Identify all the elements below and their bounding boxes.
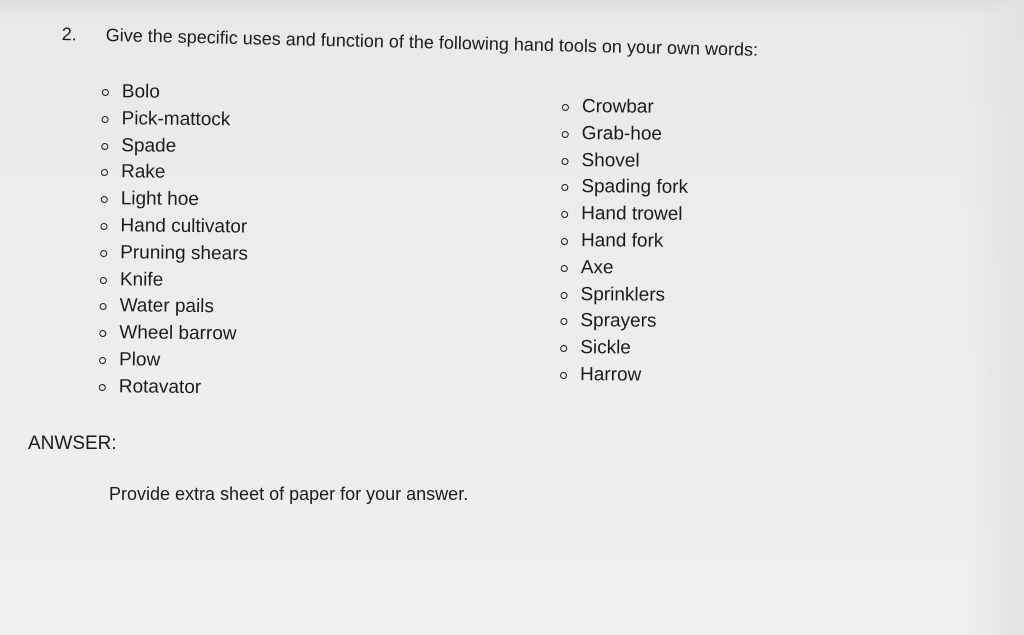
tool-list-item bbox=[561, 255, 688, 283]
tool-name: Pruning shears bbox=[120, 241, 249, 265]
tool-name: Hand trowel bbox=[581, 203, 683, 226]
tool-name: Grab-hoe bbox=[581, 122, 663, 145]
tool-name: Wheel barrow bbox=[119, 322, 237, 345]
tool-name: Crowbar bbox=[581, 96, 654, 118]
bullet-icon bbox=[560, 345, 567, 352]
tool-name: Water pails bbox=[119, 295, 215, 318]
bullet-icon bbox=[100, 277, 107, 284]
tool-list-item bbox=[99, 320, 247, 348]
bullet-icon bbox=[100, 303, 107, 310]
bullet-icon bbox=[562, 131, 569, 138]
bullet-icon bbox=[102, 89, 109, 96]
tool-name: Sickle bbox=[580, 337, 631, 359]
bullet-icon bbox=[562, 158, 569, 165]
tool-name: Bolo bbox=[121, 81, 161, 103]
tool-list-item bbox=[561, 174, 688, 202]
tool-name: Light hoe bbox=[120, 188, 200, 211]
paper-top-shadow bbox=[0, 0, 1024, 14]
tool-name: Rake bbox=[120, 161, 166, 184]
bullet-icon bbox=[101, 196, 108, 203]
tool-name: Axe bbox=[580, 256, 614, 279]
question-text: Give the specific uses and function of the following hand tools on your own words: bbox=[105, 24, 759, 60]
bullet-icon bbox=[560, 318, 567, 325]
tool-list-right bbox=[560, 94, 689, 390]
extra-sheet-note: Provide extra sheet of paper for your answer. bbox=[109, 484, 469, 504]
tool-list-item bbox=[561, 228, 688, 256]
bullet-icon bbox=[100, 250, 107, 257]
tool-name: Sprinklers bbox=[580, 283, 666, 306]
tool-list-item bbox=[100, 213, 248, 241]
tool-name: Hand fork bbox=[580, 230, 664, 252]
tool-list-item bbox=[101, 186, 249, 214]
tool-list-item bbox=[100, 240, 248, 268]
tool-name: Sprayers bbox=[580, 310, 657, 333]
bullet-icon bbox=[561, 292, 568, 299]
tool-name: Harrow bbox=[579, 364, 642, 386]
bullet-icon bbox=[561, 184, 568, 191]
bullet-icon bbox=[99, 384, 106, 391]
tool-list-item bbox=[561, 148, 688, 176]
tool-list-item bbox=[101, 133, 249, 161]
paper-edge-shadow bbox=[964, 0, 1024, 635]
tool-list-item bbox=[99, 293, 247, 321]
tool-name: Hand cultivator bbox=[120, 215, 248, 238]
tool-list-item bbox=[99, 347, 247, 375]
bullet-icon bbox=[560, 372, 567, 379]
tool-name: Pick-mattock bbox=[121, 108, 231, 131]
tool-name: Spading fork bbox=[581, 176, 689, 199]
tool-list-item bbox=[102, 79, 250, 107]
tool-list-item bbox=[101, 106, 249, 134]
tool-name: Shovel bbox=[581, 149, 640, 172]
tool-name: Rotavator bbox=[118, 375, 202, 398]
bullet-icon bbox=[99, 357, 106, 364]
tool-list-item bbox=[562, 121, 689, 149]
bullet-icon bbox=[561, 265, 568, 272]
bullet-icon bbox=[101, 143, 108, 150]
answer-label: ANWSER: bbox=[28, 433, 117, 454]
tool-name: Knife bbox=[119, 268, 164, 291]
bullet-icon bbox=[562, 104, 569, 111]
tool-list-item bbox=[561, 201, 688, 229]
bullet-icon bbox=[99, 330, 106, 337]
tool-list-item bbox=[560, 362, 687, 390]
tool-name: Spade bbox=[121, 134, 177, 157]
tool-name: Plow bbox=[118, 349, 161, 371]
tool-list-item bbox=[99, 374, 247, 402]
question-line bbox=[62, 24, 759, 61]
question-number: 2. bbox=[61, 24, 78, 45]
tool-list-item bbox=[101, 159, 249, 187]
tool-list-item bbox=[561, 282, 688, 310]
tool-list-left bbox=[99, 79, 250, 402]
bullet-icon bbox=[102, 116, 109, 123]
bullet-icon bbox=[561, 211, 568, 218]
bullet-icon bbox=[100, 223, 107, 230]
tool-list-item bbox=[560, 335, 687, 363]
tool-list-item bbox=[100, 267, 248, 295]
bullet-icon bbox=[561, 238, 568, 245]
bullet-icon bbox=[101, 169, 108, 176]
tool-list-item bbox=[560, 308, 687, 336]
tool-list-item bbox=[562, 94, 689, 122]
